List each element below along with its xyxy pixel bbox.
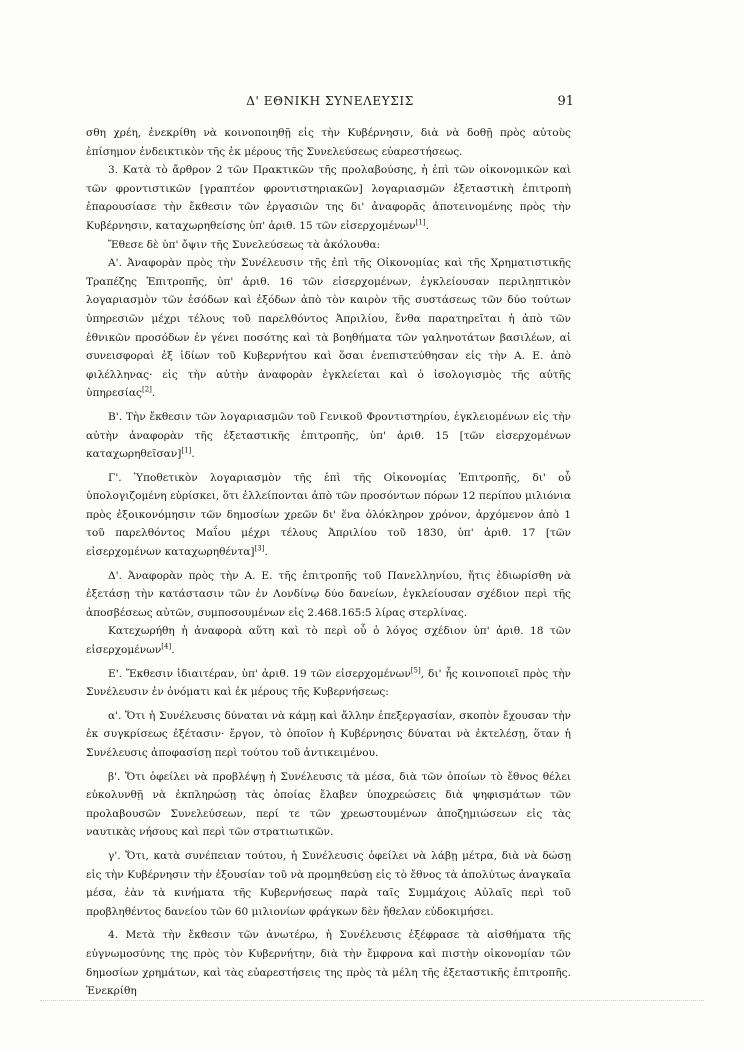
paragraph: [86, 124, 571, 161]
paragraph: [86, 236, 571, 255]
paragraph-text: α'. Ὅτι ἡ Συνέλευσις δύναται νὰ κάμῃ καὶ ἄλλην ἐπεξεργασίαν, σκοπὸν ἔχουσαν τὴν ἐκ συγκρίσεως ἐξέτασιν· ἔργον, τὸ ὁποῖον ἡ Κυβέρνησις δύναται νὰ ἐκτελέσῃ, ὅταν ἡ Συνέλευσις ἀποφασίσῃ περὶ τούτου τοῦ ἀντικειμένου.: [86, 709, 571, 759]
paragraph-text: Γ'. Ὑποθετικὸν λογαριασμὸν τῆς ἐπὶ τῆς Οἰκονομίας Ἐπιτροπῆς, δι' οὗ ὑπολογιζομένη εὑρίσκει, ὅτι ἐλλείπονται ἀπὸ τῶν προσόντων πόρων 12 περίπου μιλιόνια πρὸς ἐξοικονόμησιν τῶν δημοσίων χρεῶν δι' ἕνα ὁλόκληρον χρόνον, ἀρχόμενον ἀπὸ 1 τοῦ παρελθόντος Μαΐου μέχρι τέλους Ἀπριλίου τοῦ 1830, ὑπ' ἀριθ. 17 [τῶν εἰσερχομένων καταχωρηθέντα]: [86, 471, 571, 559]
page-number: 91: [557, 94, 574, 109]
list-item: Β'. Τὴν ἔκθεσιν τῶν λογαριασμῶν τοῦ Γενικοῦ Φροντιστηρίου, ἐγκλειομένων εἰς τὴν αὐτὴν ἀναφορὰν τῆς ἐξεταστικῆς ἐπιτροπῆς, ὑπ' ἀριθ. 15 [τῶν εἰσερχομένων καταχωρηθεῖσαν][1].: [86, 410, 571, 461]
paragraph-text: 4. Μετὰ τὴν ἔκθεσιν τῶν ἀνωτέρω, ἡ Συνέλευσις ἐξέφρασε τὰ αἰσθήματα τῆς εὐγνωμοσύνης της πρὸς τὸν Κυβερνήτην, διὰ τὴν ἔμφρονα καὶ πιστὴν οἰκονομίαν τῶν δημοσίων χρημάτων, καὶ τὰς εὐαρεστήσεις της πρὸς τὰ μέλη τῆς ἐξεταστικῆς ἐπιτροπῆς. Ἐνεκρίθη: [86, 929, 571, 998]
list-item: [86, 567, 571, 623]
paragraph-text: Ε'. Ἔκθεσιν ἰδιαιτέραν, ὑπ' ἀριθ. 19 τῶν εἰσερχομένων: [108, 667, 411, 680]
list-item: Γ'. Ὑποθετικὸν λογαριασμὸν τῆς ἐπὶ τῆς Οἰκονομίας Ἐπιτροπῆς, δι' οὗ ὑπολογιζομένη εὑρίσκει, ὅτι ἐλλείπονται ἀπὸ τῶν προσόντων πόρων 12 περίπου μιλιόνια πρὸς ἐξοικονόμησιν τῶν δημοσίων χρεῶν δι' ἕνα ὁλόκληρον χρόνον, ἀρχόμενον ἀπὸ 1 τοῦ παρελθόντος Μαΐου μέχρι τέλους Ἀπριλίου τοῦ 1830, ὑπ' ἀριθ. 17 [τῶν εἰσερχομένων καταχωρηθέντα][3].: [86, 471, 571, 559]
scan-artifact-line: [40, 1000, 704, 1001]
list-item: Ε'. Ἔκθεσιν ἰδιαιτέραν, ὑπ' ἀριθ. 19 τῶν εἰσερχομένων[5], δι' ἧς κοινοποιεῖ πρὸς τὴν Συνέλευσιν ἐν ὀνόματι καὶ ἐκ μέρους τῆς Κυβερνήσεως:: [86, 666, 571, 699]
sub-item: [86, 847, 571, 921]
paragraph: Κατεχωρήθη ἡ ἀναφορὰ αὕτη καὶ τὸ περὶ οὗ ὁ λόγος σχέδιον ὑπ' ἀριθ. 18 τῶν εἰσερχομένων[4].: [86, 625, 571, 657]
footnote-mark: [1]: [415, 218, 426, 227]
paragraph-text: Β'. Τὴν ἔκθεσιν τῶν λογαριασμῶν τοῦ Γενικοῦ Φροντιστηρίου, ἐγκλειομένων εἰς τὴν αὐτὴν ἀναφορὰν τῆς ἐξεταστικῆς ἐπιτροπῆς, ὑπ' ἀριθ. 15 [τῶν εἰσερχομένων καταχωρηθεῖσαν]: [86, 410, 571, 461]
paragraph-text: 3. Κατὰ τὸ ἄρθρον 2 τῶν Πρακτικῶν τῆς προλαβούσης, ἡ ἐπὶ τῶν οἰκονομικῶν καὶ τῶν φροντιστικῶν [γραπτέον φροντιστηριακῶν] λογαριασμῶν ἐξεταστικὴ ἐπιτροπὴ ἐπαρουσίασε τὴν ἔκθεσιν τῶν ἐργασιῶν της δι' ἀναφορᾶς ἀποτεινομένης πρὸς τὴν Κυβέρνησιν, καταχωρηθείσης ὑπ' ἀριθ. 15 τῶν εἰσερχομένων: [86, 164, 571, 232]
running-title: Δ' ΕΘΝΙΚΗ ΣΥΝΕΛΕΥΣΙΣ: [246, 94, 414, 108]
paragraph-text: Α'. Ἀναφορὰν πρὸς τὴν Συνέλευσιν τῆς ἐπὶ τῆς Οἰκονομίας καὶ τῆς Χρηματιστικῆς Τραπέζης Ἐπιτροπῆς, ὑπ' ἀριθ. 16 τῶν εἰσερχομένων, ἐγκλείουσαν περιληπτικὸν λογαριασμὸν τῶν ἐσόδων καὶ ἐξόδων ἀπὸ τὸν καιρὸν τῆς συστάσεως τῶν δύο τούτων ὑπηρεσιῶν μέχρι τέλους τοῦ παρελθόντος Ἀπριλίου, ἔνθα παρατηρεῖται ἡ ἀπὸ τῶν ἐθνικῶν προσόδων ἐν γένει ποσότης καὶ τὰ βοηθήματα τῶν γαληνοτάτων βασιλέων, αἱ συνεισφοραὶ ἐξ ἰδίων τοῦ Κυβερνήτου καὶ ὅσαι ἐνεπιστεύθησαν εἰς τὴν Α. Ε. ἀπὸ φιλέλληνας· εἰς τὴν αὐτὴν ἀναφορὰν ἐγκλείεται καὶ ὁ ἰσολογισμὸς τῆς αὐτῆς ὑπηρεσίας: [86, 257, 571, 400]
footnote-mark: [5]: [410, 666, 421, 675]
footnote-mark: [4]: [161, 642, 172, 651]
paragraph-text: β'. Ὅτι ὀφείλει νὰ προβλέψῃ ἡ Συνέλευσις τὰ μέσα, διὰ τῶν ὁποίων τὸ ἔθνος θέλει εὐκολυνθῇ νὰ ἐκπληρώσῃ τὰς ὁποίας ἔλαβεν ὑποχρεώσεις διὰ ψηφισμάτων τῶν προλαβουσῶν Συνελεύσεων, περί τε τῶν χρεωστουμένων ἀποζημιώσεων εἰς τὰς ναυτικὰς νήσους καὶ περὶ τῶν στρατιωτικῶν.: [86, 770, 571, 839]
paragraph-text: γ'. Ὅτι, κατὰ συνέπειαν τούτου, ἡ Συνέλευσις ὀφείλει νὰ λάβῃ μέτρα, διὰ νὰ δώσῃ εἰς τὴν Κυβέρνησιν τὴν ἐξουσίαν τοῦ νὰ προμηθεύσῃ εἰς τὸ ἔθνος τὰ ἀπολύτως ἀναγκαῖα μέσα, ἐὰν τὰ κινήματα τῆς Κυβερνήσεως παρὰ ταῖς Συμμάχοις Αὐλαῖς περὶ τοῦ προβληθέντος δανείου τῶν 60 μιλιονίων φράγκων δὲν ἤθελαν εὐδοκιμήσει.: [86, 849, 571, 918]
page-body: [86, 124, 571, 1001]
footnote-mark: [2]: [141, 385, 152, 394]
footnote-mark: [3]: [254, 544, 265, 553]
footnote-mark: [1]: [181, 446, 192, 455]
paragraph-text: Κατεχωρήθη ἡ ἀναφορὰ αὕτη καὶ τὸ περὶ οὗ ὁ λόγος σχέδιον ὑπ' ἀριθ. 18 τῶν εἰσερχομένων: [86, 625, 571, 657]
page-header: [86, 94, 574, 114]
paragraph: [86, 926, 571, 1000]
paragraph: 3. Κατὰ τὸ ἄρθρον 2 τῶν Πρακτικῶν τῆς προλαβούσης, ἡ ἐπὶ τῶν οἰκονομικῶν καὶ τῶν φροντιστικῶν [γραπτέον φροντιστηριακῶν] λογαριασμῶν ἐξεταστικὴ ἐπιτροπὴ ἐπαρουσίασε τὴν ἔκθεσιν τῶν ἐργασιῶν της δι' ἀναφορᾶς ἀποτεινομένης πρὸς τὴν Κυβέρνησιν, καταχωρηθείσης ὑπ' ἀριθ. 15 τῶν εἰσερχομένων[1].: [86, 164, 571, 232]
paragraph-text: Ἔθεσε δὲ ὑπ' ὄψιν τῆς Συνελεύσεως τὰ ἀκόλουθα:: [108, 238, 381, 251]
sub-item: [86, 707, 571, 763]
paragraph-text: σθη χρέη, ἐνεκρίθη νὰ κοινοποιηθῇ εἰς τὴν Κυβέρνησιν, διὰ νὰ δοθῇ πρὸς αὐτοὺς ἐπίσημον ἐνδεικτικὸν τῆς ἐκ μέρους τῆς Συνελεύσεως εὐαρεστήσεως.: [86, 127, 571, 158]
list-item: Α'. Ἀναφορὰν πρὸς τὴν Συνέλευσιν τῆς ἐπὶ τῆς Οἰκονομίας καὶ τῆς Χρηματιστικῆς Τραπέζης Ἐπιτροπῆς, ὑπ' ἀριθ. 16 τῶν εἰσερχομένων, ἐγκλείουσαν περιληπτικὸν λογαριασμὸν τῶν ἐσόδων καὶ ἐξόδων ἀπὸ τὸν καιρὸν τῆς συστάσεως τῶν δύο τούτων ὑπηρεσιῶν μέχρι τέλους τοῦ παρελθόντος Ἀπριλίου, ἔνθα παρατηρεῖται ἡ ἀπὸ τῶν ἐθνικῶν προσόδων ἐν γένει ποσότης καὶ τὰ βοηθήματα τῶν γαληνοτάτων βασιλέων, αἱ συνεισφοραὶ ἐξ ἰδίων τοῦ Κυβερνήτου καὶ ὅσαι ἐνεπιστεύθησαν εἰς τὴν Α. Ε. ἀπὸ φιλέλληνας· εἰς τὴν αὐτὴν ἀναφορὰν ἐγκλείεται καὶ ὁ ἰσολογισμὸς τῆς αὐτῆς ὑπηρεσίας[2].: [86, 257, 571, 400]
paragraph-text: Δ'. Ἀναφορὰν πρὸς τὴν Α. Ε. τῆς ἐπιτροπῆς τοῦ Πανελληνίου, ἥτις ἐδιωρίσθη νὰ ἐξετάσῃ τὴν κατάστασιν τῶν ἐν Λονδίνῳ δύο δανείων, ἐγκλείουσαν σχέδιον περὶ τῆς ἀποσβέσεως αὐτῶν, συμποσουμένων εἰς 2.468.165:5 λίρας στερλίνας.: [86, 569, 571, 619]
sub-item: [86, 768, 571, 842]
